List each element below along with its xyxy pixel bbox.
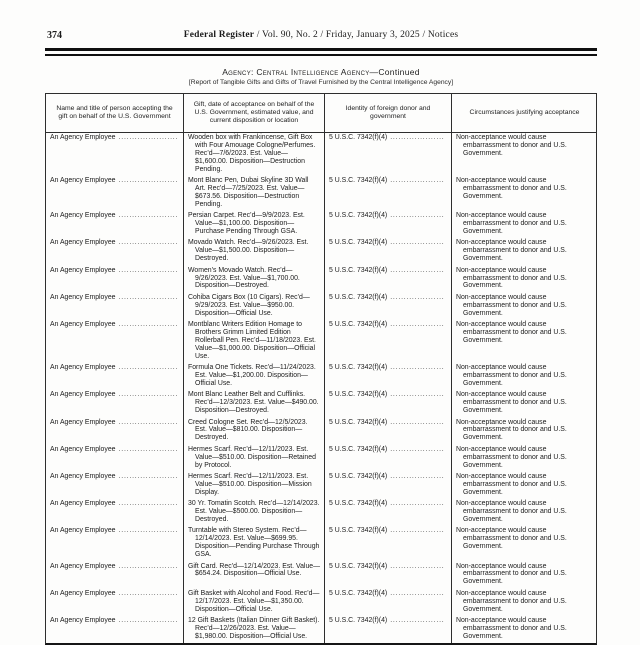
- gift-description-text: Hermes Scarf. Rec’d—12/11/2023. Est. Value—$510.00. Disposition—Mission Display.: [188, 472, 312, 496]
- table-row: [46, 266, 596, 293]
- recipient-name-text: An Agency Employee: [50, 562, 116, 570]
- gift-description-text: Formula One Tickets. Rec’d—11/24/2023. Est. Value—$1,200.00. Disposition—Official Use.: [188, 364, 316, 387]
- cell-recipient-name: [46, 363, 183, 390]
- table-row: [46, 133, 596, 176]
- dot-leader: [390, 134, 445, 142]
- cell-recipient-name: [46, 238, 183, 265]
- recipient-name-text: An Agency Employee: [50, 472, 116, 480]
- cell-recipient-name: [46, 589, 183, 616]
- circumstances-text: Non-acceptance would cause embarrassment to donor and U.S. Government.: [456, 293, 567, 317]
- cell-donor-identity: [324, 589, 451, 616]
- dot-leader: [390, 500, 445, 508]
- cell-gift-description: [183, 499, 324, 526]
- gift-description-text: Creed Cologne Set. Rec’d—12/5/2023. Est. Value—$810.00. Disposition—Destroyed.: [188, 418, 308, 442]
- recipient-name-text: An Agency Employee: [50, 212, 116, 220]
- recipient-name-text: An Agency Employee: [50, 177, 116, 185]
- cell-circumstances: [451, 472, 597, 499]
- donor-identity-text: 5 U.S.C. 7342(f)(4): [329, 616, 388, 624]
- recipient-name-text: An Agency Employee: [50, 500, 116, 508]
- donor-identity-text: 5 U.S.C. 7342(f)(4): [329, 472, 388, 480]
- gift-description-text: Montblanc Writers Edition Homage to Brothers Grimm Limited Edition Rollerball Pen. Rec’d—11/18/2023. Est. Value—$1,000.00. Disposition—Official Use.: [188, 321, 316, 360]
- cell-donor-identity: [324, 211, 451, 238]
- table-row: [46, 293, 596, 320]
- cell-donor-identity: [324, 526, 451, 561]
- dot-leader: [390, 364, 445, 372]
- recipient-name-text: An Agency Employee: [50, 445, 116, 453]
- gift-description-text: Wooden box with Frankincense, Gift Box with Four Amouage Cologne/Perfumes. Rec’d—7/6/2023. Est. Value—$1,600.00. Disposition—Destruction Pending.: [188, 134, 316, 173]
- donor-identity-text: 5 U.S.C. 7342(f)(4): [329, 266, 388, 274]
- dot-leader: [390, 239, 445, 247]
- gift-description-text: 30 Yr. Tomatin Scotch. Rec’d—12/14/2023. Est. Value—$500.00. Disposition—Destroyed.: [188, 500, 320, 523]
- table-row: [46, 589, 596, 616]
- cell-gift-description: [183, 320, 324, 363]
- cell-gift-description: [183, 266, 324, 293]
- table-row: [46, 238, 596, 265]
- recipient-name-text: An Agency Employee: [50, 321, 116, 329]
- dot-leader: [119, 527, 177, 535]
- donor-identity-text: 5 U.S.C. 7342(f)(4): [329, 134, 388, 141]
- recipient-name-text: An Agency Employee: [50, 266, 116, 274]
- cell-donor-identity: [324, 293, 451, 320]
- report-title-agency: Agency: Central Intelligence Agency: [222, 67, 370, 77]
- dot-leader: [390, 446, 445, 454]
- dot-leader: [119, 391, 177, 399]
- cell-circumstances: [451, 616, 597, 643]
- cell-donor-identity: [324, 320, 451, 363]
- dot-leader: [390, 563, 445, 571]
- recipient-name-text: An Agency Employee: [50, 418, 116, 426]
- circumstances-text: Non-acceptance would cause embarrassment to donor and U.S. Government.: [456, 266, 567, 290]
- dot-leader: [119, 446, 177, 454]
- cell-recipient-name: [46, 211, 183, 238]
- cell-donor-identity: [324, 472, 451, 499]
- cell-circumstances: [451, 238, 597, 265]
- recipient-name-text: An Agency Employee: [50, 589, 116, 597]
- cell-donor-identity: [324, 238, 451, 265]
- gift-description-text: 12 Gift Baskets (Italian Dinner Gift Basket). Rec’d—12/26/2023. Est. Value—$1,980.00. Disposition—Official Use.: [188, 616, 320, 640]
- donor-identity-text: 5 U.S.C. 7342(f)(4): [329, 527, 388, 535]
- column-header-circumstances: Circumstances justifying acceptance: [451, 94, 597, 132]
- gift-description-text: Movado Watch. Rec’d—9/26/2023. Est. Value—$1,500.00. Disposition—Destroyed.: [188, 239, 309, 263]
- report-title-continued: —Continued: [369, 67, 420, 77]
- dot-leader: [119, 267, 177, 275]
- gift-description-text: Women’s Movado Watch. Rec’d—9/26/2023. Est. Value—$1,700.00. Disposition—Destroyed.: [188, 266, 300, 290]
- donor-identity-text: 5 U.S.C. 7342(f)(4): [329, 391, 388, 399]
- cell-gift-description: [183, 211, 324, 238]
- circumstances-text: Non-acceptance would cause embarrassment to donor and U.S. Government.: [456, 239, 567, 263]
- circumstances-text: Non-acceptance would cause embarrassment to donor and U.S. Government.: [456, 364, 567, 387]
- recipient-name-text: An Agency Employee: [50, 616, 116, 624]
- cell-circumstances: [451, 499, 597, 526]
- cell-recipient-name: [46, 562, 183, 589]
- cell-gift-description: [183, 238, 324, 265]
- dot-leader: [119, 500, 177, 508]
- donor-identity-text: 5 U.S.C. 7342(f)(4): [329, 321, 388, 329]
- gifts-table: [45, 93, 597, 645]
- masthead-rule: [45, 48, 597, 56]
- donor-identity-text: 5 U.S.C. 7342(f)(4): [329, 293, 388, 301]
- table-row: [46, 499, 596, 526]
- gift-description-text: Gift Basket with Alcohol and Food. Rec’d—12/17/2023. Est. Value—$1,350.00. Disposition—Official Use.: [188, 589, 320, 613]
- cell-circumstances: [451, 526, 597, 561]
- dot-leader: [390, 617, 445, 625]
- report-title: [45, 67, 597, 77]
- table-header-row: [46, 94, 596, 133]
- cell-recipient-name: [46, 445, 183, 472]
- recipient-name-text: An Agency Employee: [50, 239, 116, 247]
- recipient-name-text: An Agency Employee: [50, 391, 116, 399]
- cell-gift-description: [183, 390, 324, 417]
- cell-donor-identity: [324, 133, 451, 176]
- dot-leader: [119, 563, 177, 571]
- circumstances-text: Non-acceptance would cause embarrassment to donor and U.S. Government.: [456, 212, 567, 235]
- recipient-name-text: An Agency Employee: [50, 364, 116, 372]
- cell-gift-description: [183, 293, 324, 320]
- donor-identity-text: 5 U.S.C. 7342(f)(4): [329, 562, 388, 570]
- cell-donor-identity: [324, 266, 451, 293]
- dot-leader: [119, 177, 177, 185]
- dot-leader: [119, 590, 177, 598]
- circumstances-text: Non-acceptance would cause embarrassment to donor and U.S. Government.: [456, 500, 567, 523]
- cell-recipient-name: [46, 320, 183, 363]
- cell-donor-identity: [324, 562, 451, 589]
- cell-circumstances: [451, 418, 597, 445]
- donor-identity-text: 5 U.S.C. 7342(f)(4): [329, 445, 388, 453]
- cell-circumstances: [451, 211, 597, 238]
- cell-gift-description: [183, 472, 324, 499]
- column-header-name: Name and title of person accepting the gift on behalf of the U.S. Government: [56, 105, 173, 120]
- gift-description-text: Cohiba Cigars Box (10 Cigars). Rec’d—9/29/2023. Est. Value—$950.00. Disposition—Official Use.: [188, 293, 310, 317]
- cell-donor-identity: [324, 499, 451, 526]
- cell-recipient-name: [46, 472, 183, 499]
- gift-description-text: Persian Carpet. Rec’d—9/9/2023. Est. Value—$1,100.00. Disposition—Purchase Pending Through GSA.: [188, 212, 305, 235]
- table-row: [46, 526, 596, 561]
- donor-identity-text: 5 U.S.C. 7342(f)(4): [329, 212, 388, 220]
- dot-leader: [119, 364, 177, 372]
- recipient-name-text: An Agency Employee: [50, 134, 116, 141]
- table-row: [46, 445, 596, 472]
- cell-gift-description: [183, 589, 324, 616]
- cell-recipient-name: [46, 499, 183, 526]
- table-row: [46, 562, 596, 589]
- cell-recipient-name: [46, 526, 183, 561]
- dot-leader: [119, 212, 177, 220]
- gift-description-text: Gift Card. Rec’d—12/14/2023. Est. Value—$654.24. Disposition—Official Use.: [188, 562, 321, 578]
- masthead-title-bold: Federal Register: [183, 30, 255, 40]
- gift-description-text: Mont Blanc Pen, Dubai Skyline 3D Wall Art. Rec’d—7/25/2023. Est. Value—$673.56. Disposition—Destruction Pending.: [188, 177, 309, 208]
- cell-circumstances: [451, 133, 597, 176]
- cell-circumstances: [451, 589, 597, 616]
- circumstances-text: Non-acceptance would cause embarrassment to donor and U.S. Government.: [456, 445, 567, 469]
- dot-leader: [390, 391, 445, 399]
- dot-leader: [390, 473, 445, 481]
- cell-donor-identity: [324, 176, 451, 211]
- dot-leader: [390, 527, 445, 535]
- page-number: 374: [47, 30, 62, 41]
- cell-circumstances: [451, 293, 597, 320]
- cell-recipient-name: [46, 176, 183, 211]
- cell-recipient-name: [46, 266, 183, 293]
- circumstances-text: Non-acceptance would cause embarrassment to donor and U.S. Government.: [456, 391, 567, 415]
- dot-leader: [390, 321, 445, 329]
- dot-leader: [390, 267, 445, 275]
- recipient-name-text: An Agency Employee: [50, 293, 116, 301]
- donor-identity-text: 5 U.S.C. 7342(f)(4): [329, 418, 388, 426]
- dot-leader: [119, 134, 177, 142]
- column-header-donor: Identity of foreign donor and government: [324, 94, 451, 132]
- dot-leader: [390, 590, 445, 598]
- dot-leader: [119, 321, 177, 329]
- gift-description-text: Turntable with Stereo System. Rec’d—12/14/2023. Est. Value—$699.95. Disposition—Pending Purchase Through GSA.: [188, 527, 320, 559]
- cell-gift-description: [183, 418, 324, 445]
- cell-gift-description: [183, 133, 324, 176]
- cell-gift-description: [183, 526, 324, 561]
- circumstances-text: Non-acceptance would cause embarrassment to donor and U.S. Government.: [456, 589, 567, 613]
- cell-recipient-name: [46, 418, 183, 445]
- table-row: [46, 472, 596, 499]
- cell-circumstances: [451, 363, 597, 390]
- masthead-title-rest: / Vol. 90, No. 2 / Friday, January 3, 2025 / Notices: [254, 30, 459, 40]
- circumstances-text: Non-acceptance would cause embarrassment to donor and U.S. Government.: [456, 418, 567, 442]
- table-row: [46, 320, 596, 363]
- table-row: [46, 211, 596, 238]
- table-row: [46, 176, 596, 211]
- table-row: [46, 418, 596, 445]
- dot-leader: [119, 617, 177, 625]
- cell-recipient-name: [46, 293, 183, 320]
- donor-identity-text: 5 U.S.C. 7342(f)(4): [329, 589, 388, 597]
- cell-circumstances: [451, 176, 597, 211]
- cell-gift-description: [183, 445, 324, 472]
- dot-leader: [390, 212, 445, 220]
- donor-identity-text: 5 U.S.C. 7342(f)(4): [329, 364, 388, 372]
- dot-leader: [390, 294, 445, 302]
- circumstances-text: Non-acceptance would cause embarrassment to donor and U.S. Government.: [456, 177, 567, 200]
- table-row: [46, 390, 596, 417]
- cell-recipient-name: [46, 133, 183, 176]
- table-row: [46, 363, 596, 390]
- circumstances-text: Non-acceptance would cause embarrassment to donor and U.S. Government.: [456, 616, 567, 640]
- cell-gift-description: [183, 562, 324, 589]
- cell-donor-identity: [324, 616, 451, 643]
- gift-description-text: Hermes Scarf. Rec’d—12/11/2023. Est. Value—$510.00. Disposition—Retained by Protocol.: [188, 445, 316, 469]
- dot-leader: [390, 419, 445, 427]
- masthead-title: [45, 30, 597, 40]
- cell-circumstances: [451, 266, 597, 293]
- dot-leader: [119, 419, 177, 427]
- cell-recipient-name: [46, 390, 183, 417]
- donor-identity-text: 5 U.S.C. 7342(f)(4): [329, 177, 388, 185]
- column-header-gift: Gift, date of acceptance on behalf of the U.S. Government, estimated value, and current disposition or location: [183, 94, 324, 132]
- donor-identity-text: 5 U.S.C. 7342(f)(4): [329, 500, 388, 508]
- circumstances-text: Non-acceptance would cause embarrassment to donor and U.S. Government.: [456, 134, 567, 157]
- report-subtitle: [Report of Tangible Gifts and Gifts of Travel Furnished by the Central Intelligence Agency]: [188, 79, 454, 86]
- cell-recipient-name: [46, 616, 183, 643]
- cell-circumstances: [451, 562, 597, 589]
- circumstances-text: Non-acceptance would cause embarrassment to donor and U.S. Government.: [456, 562, 567, 586]
- cell-gift-description: [183, 616, 324, 643]
- circumstances-text: Non-acceptance would cause embarrassment to donor and U.S. Government.: [456, 472, 567, 496]
- dot-leader: [119, 239, 177, 247]
- recipient-name-text: An Agency Employee: [50, 527, 116, 535]
- table-row: [46, 616, 596, 643]
- gift-description-text: Mont Blanc Leather Belt and Cufflinks. Rec’d—12/3/2023. Est. Value—$490.00. Disposition—Destroyed.: [188, 391, 319, 415]
- donor-identity-text: 5 U.S.C. 7342(f)(4): [329, 239, 388, 247]
- cell-donor-identity: [324, 445, 451, 472]
- cell-gift-description: [183, 363, 324, 390]
- masthead: [45, 30, 597, 44]
- cell-circumstances: [451, 390, 597, 417]
- circumstances-text: Non-acceptance would cause embarrassment to donor and U.S. Government.: [456, 321, 567, 344]
- cell-gift-description: [183, 176, 324, 211]
- cell-donor-identity: [324, 418, 451, 445]
- dot-leader: [390, 177, 445, 185]
- dot-leader: [119, 473, 177, 481]
- cell-donor-identity: [324, 390, 451, 417]
- dot-leader: [119, 294, 177, 302]
- cell-circumstances: [451, 445, 597, 472]
- circumstances-text: Non-acceptance would cause embarrassment to donor and U.S. Government.: [456, 527, 567, 551]
- cell-circumstances: [451, 320, 597, 363]
- table-body: [46, 133, 596, 643]
- cell-donor-identity: [324, 363, 451, 390]
